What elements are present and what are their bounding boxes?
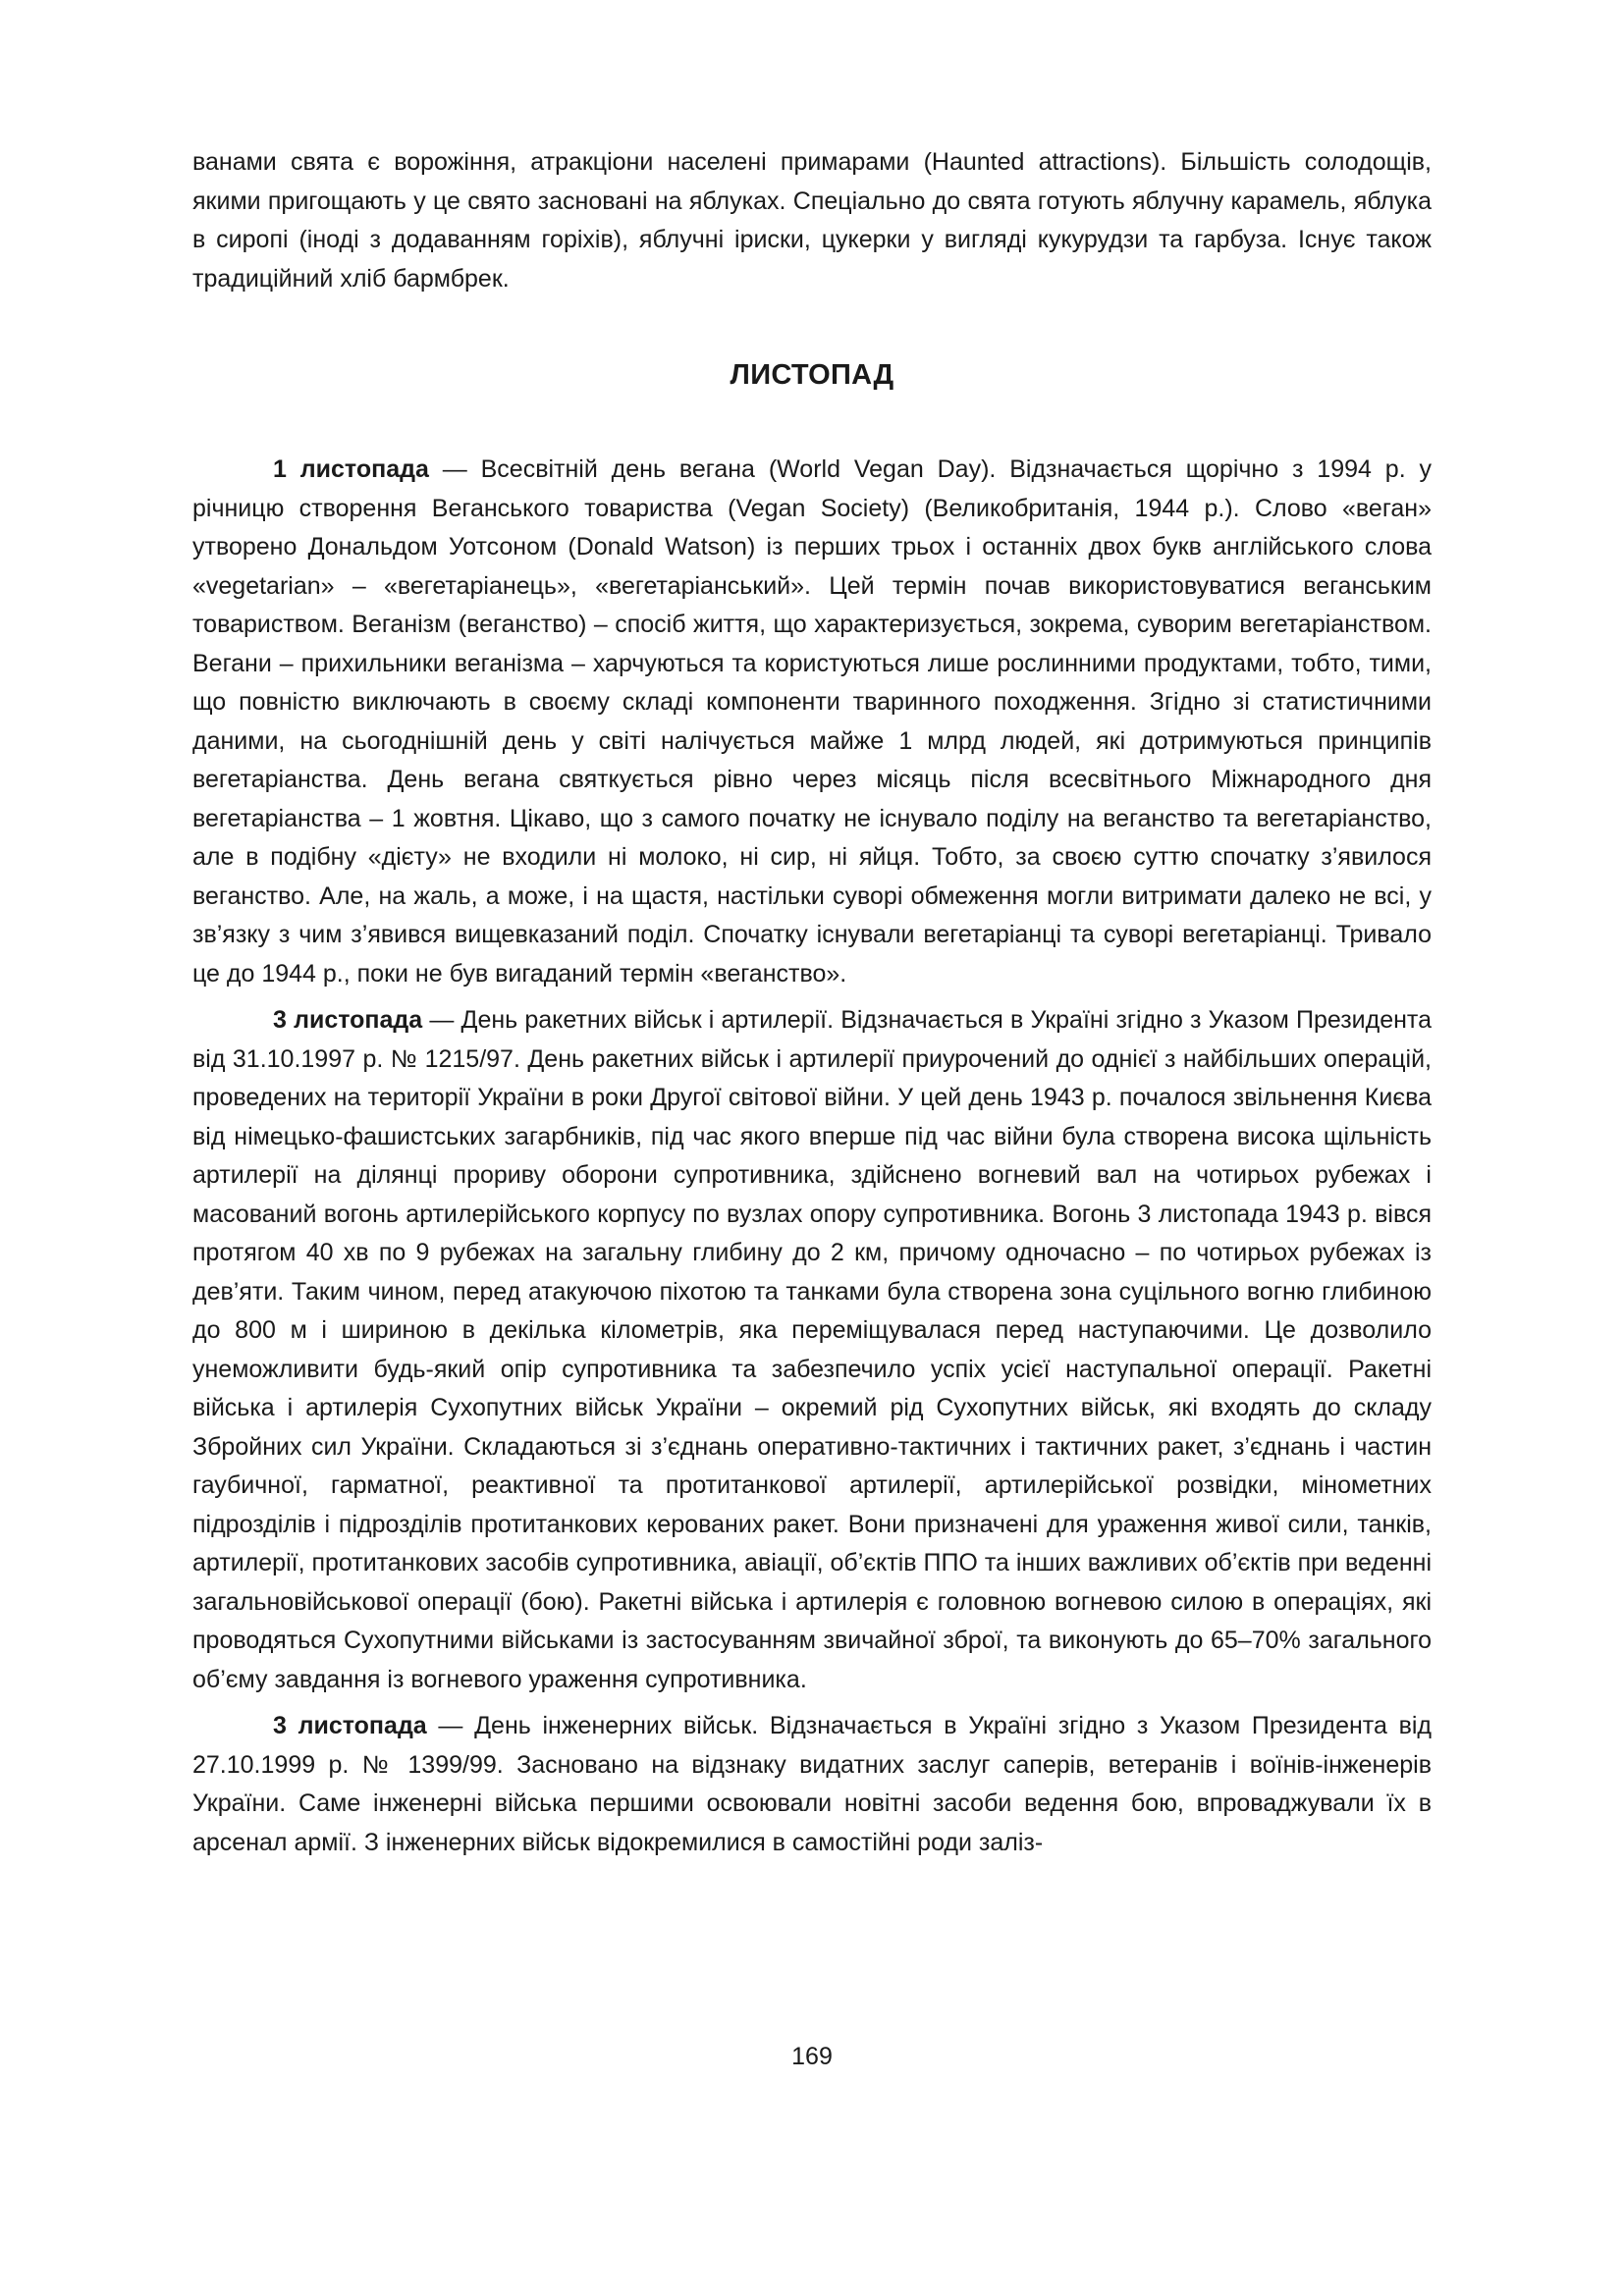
entry-text: — День ракетних військ і артилерії. Відзначається в Україні згідно з Указом Президента від 31.10.1997 р. № 1215/97. День ракетних військ і артилерії приурочений до однієї з найбільших операцій, проведених на території України в роки Другої світової війни. У цей день 1943 р. почалося звільнення Києва від німецько-фашистських загарбників, під час якого вперше під час війни була створена висока щільність артилерії на ділянці прориву оборони супротивника, здійснено вогневий вал на чотирьох рубежах і масований вогонь артилерійського корпусу по вузлах опору супротивника. Вогонь 3 листопада 1943 р. вівся протягом 40 хв по 9 рубежах на загальну глибину до 2 км, причому одночасно – по чотирьох рубежах із дев’яти. Таким чином, перед атакуючою піхотою та танками була створена зона суцільного вогню глибиною до 800 м і шириною в декілька кілометрів, яка переміщувалася перед наступаючими. Це дозволило унеможливити будь-який опір супротивника та забезпечило успіх усієї наступальної операції. Ракетні війська і артилерія Сухопутних військ України – окремий рід Сухопутних військ, які входять до складу Збройних сил України. Складаються зі з’єднань оперативно-тактичних і тактичних ракет, з’єднань і частин гаубичної, гарматної, реактивної та протитанкової артилерії, артилерійської розвідки, мінометних підрозділів і підрозділів протитанкових керованих ракет. Вони призначені для ураження живої сили, танків, артилерії, протитанкових засобів супротивника, авіації, об’єктів ППО та інших важливих об’єктів при веденні загальновійськової операції (бою). Ракетні війська і артилерія є головною вогневою силою в операціях, які проводяться Сухопутними військами із застосуванням звичайної зброї, та виконують до 65–70% загального об’єму завдання із вогневого ураження супротивника. (192, 1006, 1433, 1693)
entry-paragraph (192, 1001, 1432, 1699)
entry-date: 1 листопада (273, 455, 429, 483)
page-number: 169 (791, 2043, 833, 2070)
page-body (192, 143, 1432, 1862)
entry-date: 3 листопада (273, 1006, 423, 1034)
intro-paragraph: ванами свята є ворожіння, атракціони населені примарами (Haunted attractions). Більшість солодощів, якими пригощають у це свято засновані на яблуках. Спеціально до свята готують яблучну карамель, яблука в сиропі (іноді з додаванням горіхів), яблучні іриски, цукерки у вигляді кукурудзи та гарбуза. Існує також традиційний хліб бармбрек. (192, 148, 1432, 293)
entry-paragraph (192, 451, 1432, 993)
entry-text: — Всесвітній день вегана (World Vegan Day). Відзначається щорічно з 1994 р. у річницю створення Веганського товариства (Vegan Society) (Великобританія, 1944 р.). Слово «веган» утворено Дональдом Уотсоном (Donald Watson) із перших трьох і останніх двох букв англійського слова «vegetarian» – «вегетаріанець», «вегетаріанський». Цей термін почав використовуватися веганським товариством. Веганізм (веганство) – спосіб життя, що характеризується, зокрема, суворим вегетаріанством. Вегани – прихильники веганізма – харчуються та користуються лише рослинними продуктами, тобто, тими, що повністю виключають в своєму складі компоненти тваринного походження. Згідно зі статистичними даними, на сьогоднішній день у світі налічується майже 1 млрд людей, які дотримуються принципів вегетаріанства. День вегана святкується рівно через місяць після всесвітнього Міжнародного дня вегетаріанства – 1 жовтня. Цікаво, що з самого початку не існувало поділу на веганство та вегетаріанство, але в подібну «дієту» не входили ні молоко, ні сир, ні яйця. Тобто, за своєю суттю спочатку з’явилося веганство. Але, на жаль, а може, і на щастя, настільки суворі обмеження могли витримати далеко не всі, у зв’язку з чим з’явився вищевказаний поділ. Спочатку існували вегетаріанці та суворі вегетаріанці. Тривало це до 1944 р., поки не був вигаданий термін «веганство». (192, 455, 1433, 988)
entry-text: — День інженерних військ. Відзначається в Україні згідно з Указом Президента від 27.10.1999 р. № 1399/99. Засновано на відзнаку видатних заслуг саперів, ветеранів і воїнів-інженерів України. Саме інженерні війська першими освоювали новітні засоби ведення бою, впроваджували їх в арсенал армії. З інженерних військ відокремилися в самостійні роди заліз- (192, 1712, 1432, 1856)
entry-date: 3 листопада (273, 1712, 427, 1739)
entry-paragraph (192, 1707, 1432, 1862)
section-title: ЛИСТОПАД (730, 359, 894, 391)
